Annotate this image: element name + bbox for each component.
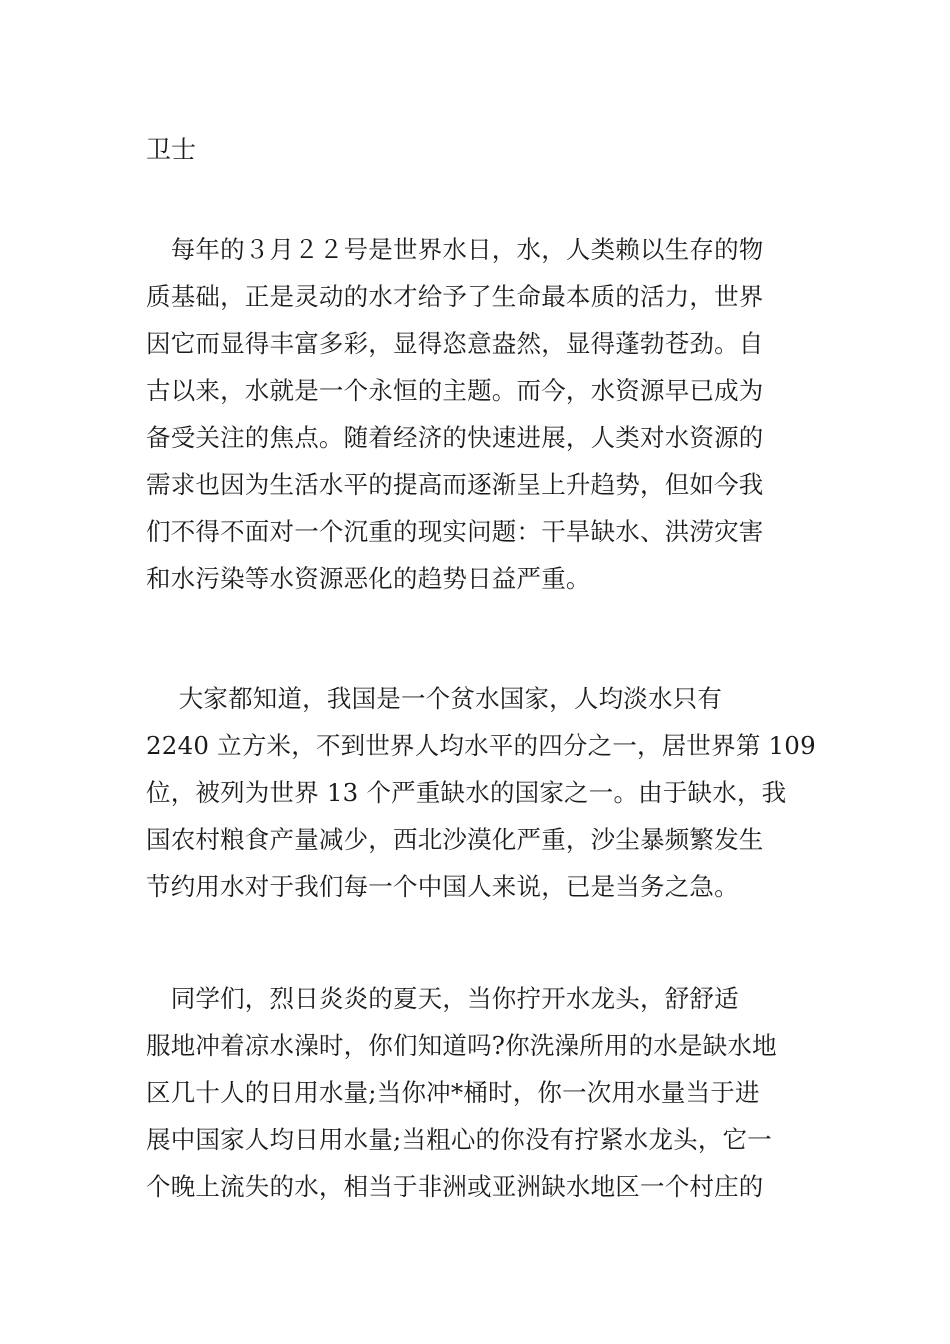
- text-line: 因它而显得丰富多彩，显得恣意盎然，显得蓬勃苍劲。自: [146, 329, 764, 358]
- text-line: 国农村粮食产量减少，西北沙漠化严重，沙尘暴频繁发生: [146, 825, 764, 854]
- text-line: 个晚上流失的水，相当于非洲或亚洲缺水地区一个村庄的: [146, 1172, 764, 1201]
- paragraph-water-scarcity: [146, 675, 816, 910]
- text-line: 们不得不面对一个沉重的现实问题：干旱缺水、洪涝灾害: [146, 517, 764, 546]
- text-line: 每年的３月２２号是世界水日，水，人类赖以生存的物: [146, 235, 764, 264]
- text-line: 展中国家人均日用水量;当粗心的你没有拧紧水龙头，它一: [146, 1125, 772, 1154]
- paragraph-world-water-day: [146, 226, 808, 602]
- document-heading: 卫士: [146, 135, 197, 164]
- paragraph-students-appeal: [146, 975, 808, 1210]
- text-line: 需求也因为生活水平的提高而逐渐呈上升趋势，但如今我: [146, 470, 764, 499]
- text-line: 质基础，正是灵动的水才给予了生命最本质的活力，世界: [146, 282, 764, 311]
- text-line: 同学们，烈日炎炎的夏天，当你拧开水龙头，舒舒适: [146, 984, 739, 1013]
- text-line: 服地冲着凉水澡时，你们知道吗?你洗澡所用的水是缺水地: [146, 1031, 777, 1060]
- text-line: 备受关注的焦点。随着经济的快速进展，人类对水资源的: [146, 423, 764, 452]
- text-line: 古以来，水就是一个永恒的主题。而今，水资源早已成为: [146, 376, 764, 405]
- text-line: 区几十人的日用水量;当你冲*桶时，你一次用水量当于进: [146, 1078, 760, 1107]
- text-line: 节约用水对于我们每一个中国人来说，已是当务之急。: [146, 872, 739, 901]
- text-line: 和水污染等水资源恶化的趋势日益严重。: [146, 564, 591, 593]
- text-line: 大家都知道，我国是一个贫水国家，人均淡水只有: [146, 684, 723, 713]
- text-line: 2240 立方米，不到世界人均水平的四分之一，居世界第 109: [146, 731, 816, 760]
- text-line: 位，被列为世界 13 个严重缺水的国家之一。由于缺水，我: [146, 778, 787, 807]
